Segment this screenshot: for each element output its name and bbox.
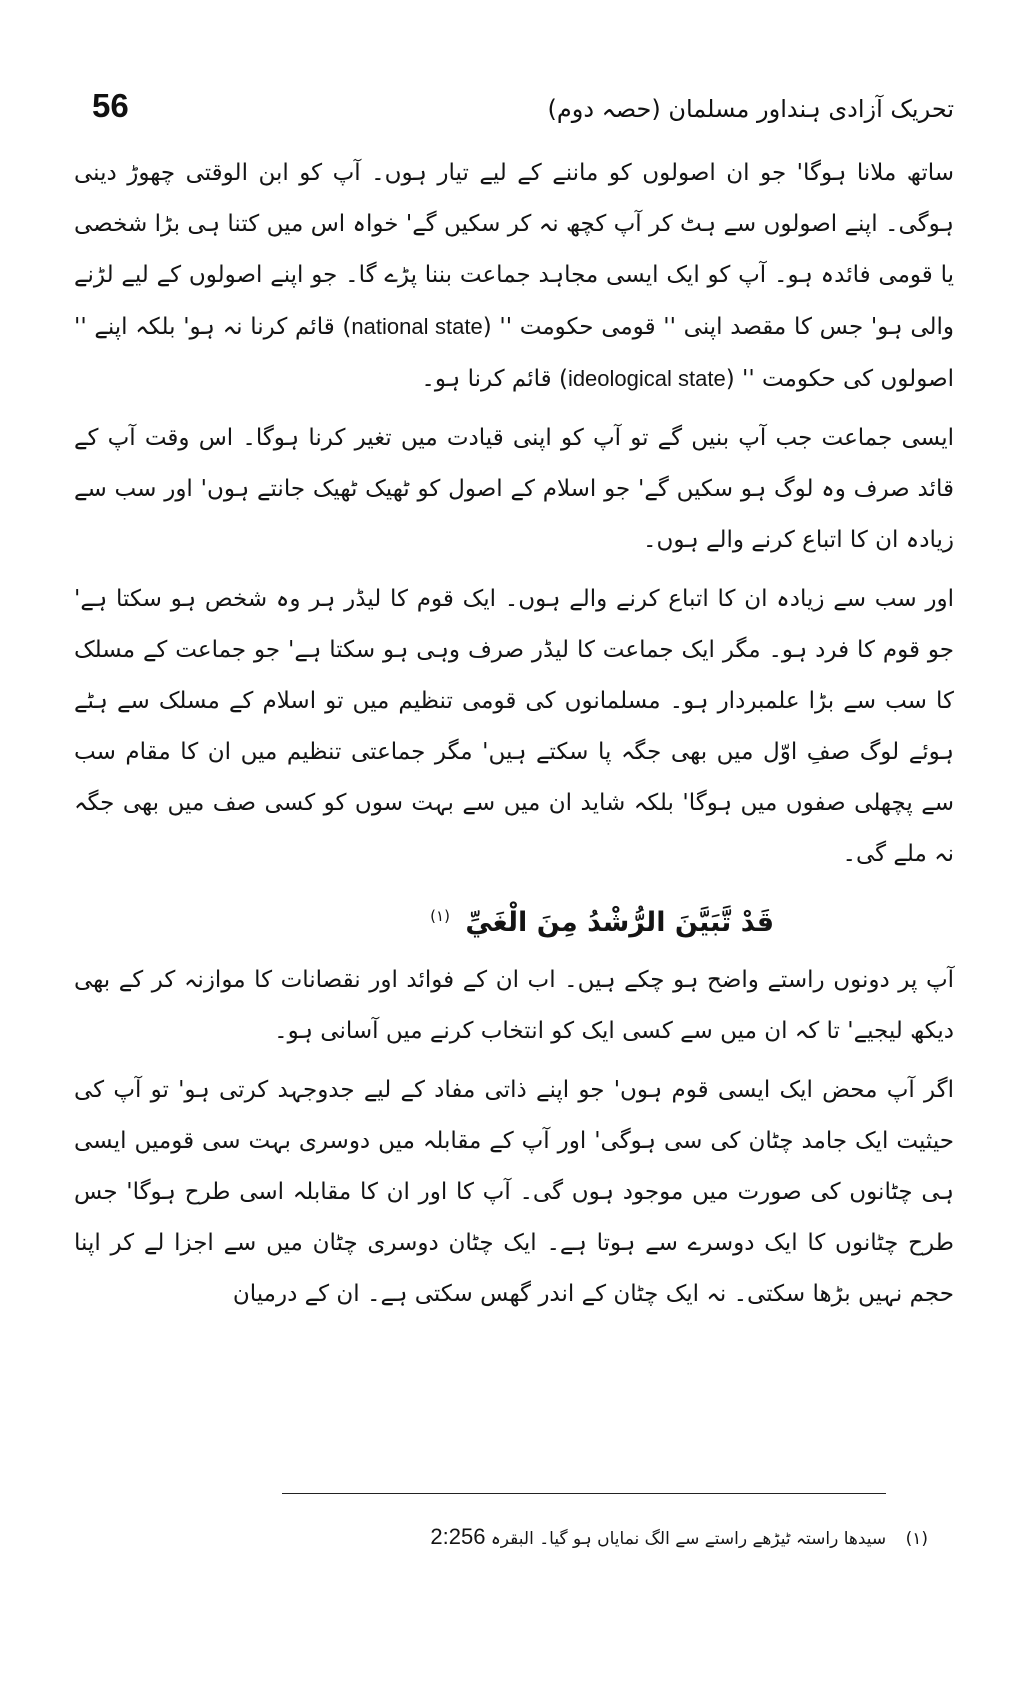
paragraph-1-part-1: ساتھ ملانا ہوگا' جو ان اصولوں کو ماننے کے لیے تیار ہوں۔ آپ کو ابن الوقتی چھوڑ دینی ہوگی۔ اپنے اصولوں سے ہٹ کر آپ کچھ نہ کر سکیں گے' خواہ اس میں کتنا ہی بڑا شخصی یا قومی فائدہ ہو۔ آپ کو ایک ایسی مجاہد جماعت بننا پڑے گا۔ جو اپنے اصولوں کے لیے لڑنے والی ہو' جس کا مقصد اپنی '' قومی حکومت '' ( (74, 160, 954, 340)
footnote-text: سیدھا راستہ ٹیڑھے راستے سے الگ نمایاں ہو گیا۔ البقرہ (490, 1529, 887, 1549)
paragraph-5: اگر آپ محض ایک ایسی قوم ہوں' جو اپنے ذاتی مفاد کے لیے جدوجہد کرتی ہو' تو آپ کی حیثیت ایک جامد چٹان کی سی ہوگی' اور آپ کے مقابلہ میں دوسری بہت سی قومیں ایسی ہی چٹانوں کی صورت میں موجود ہوں گی۔ آپ کا اور ان کا مقابلہ اسی طرح ہوگا' جس طرح چٹانوں کا ایک دوسرے سے ہوتا ہے۔ ایک چٹان دوسری چٹان میں سے اجزا لے کر اپنا حجم نہیں بڑھا سکتی۔ نہ ایک چٹان کے اندر گھس سکتی ہے۔ ان کے درمیان (74, 1077, 954, 1307)
paragraph-1-part-2: ) قائم کرنا نہ ہو' بلکہ اپنے '' اصولوں کی حکومت '' ( (74, 314, 954, 392)
body-text (74, 148, 954, 1328)
footnote-reference: 2:256 (430, 1524, 486, 1549)
page-number: 56 (92, 87, 129, 124)
verse-footnote-ref: (۱) (430, 907, 450, 925)
paragraph-1-part-3: ) قائم کرنا ہو۔ (421, 366, 568, 392)
term-national-state: national state (351, 314, 483, 339)
running-title: تحریک آزادی ہنداور مسلمان (حصہ دوم) (547, 95, 954, 123)
quran-verse (74, 888, 954, 951)
paragraph-4: آپ پر دونوں راستے واضح ہو چکے ہیں۔ اب ان کے فوائد اور نقصانات کا موازنہ کر کے بھی دیکھ لیجیے' تا کہ ان میں سے کسی ایک کو انتخاب کرنے میں آسانی ہو۔ (74, 967, 954, 1044)
footnote (430, 1523, 928, 1553)
page-header (78, 86, 954, 130)
paragraph-2: ایسی جماعت جب آپ بنیں گے تو آپ کو اپنی قیادت میں تغیر کرنا ہوگا۔ اس وقت آپ کے قائد صرف وہ لوگ ہو سکیں گے' جو اسلام کے اصول کو ٹھیک ٹھیک جانتے ہوں' اور سب سے زیادہ ان کا اتباع کرنے والے ہوں۔ (74, 425, 954, 553)
verse-text: قَدْ تَّبَيَّنَ الرُّشْدُ مِنَ الْغَيِّ (465, 907, 774, 938)
footnote-divider (282, 1493, 886, 1494)
footnote-marker: (۱) (905, 1529, 928, 1549)
term-ideological-state: ideological state (567, 366, 726, 391)
paragraph-3: اور سب سے زیادہ ان کا اتباع کرنے والے ہوں۔ ایک قوم کا لیڈر ہر وہ شخص ہو سکتا ہے' جو قوم کا فرد ہو۔ مگر ایک جماعت کا لیڈر صرف وہی ہو سکتا ہے' جو جماعت کے مسلک کا سب سے بڑا علمبردار ہو۔ مسلمانوں کی قومی تنظیم میں تو اسلام کے مسلک سے ہٹے ہوئے لوگ صفِ اوّل میں بھی جگہ پا سکتے ہیں' مگر جماعتی تنظیم میں ان کا مقام سب سے پچھلی صفوں میں ہوگا' بلکہ شاید ان میں سے بہت سوں کو کسی صف میں بھی جگہ نہ ملے گی۔ (74, 586, 954, 867)
paragraph-1 (74, 148, 954, 405)
